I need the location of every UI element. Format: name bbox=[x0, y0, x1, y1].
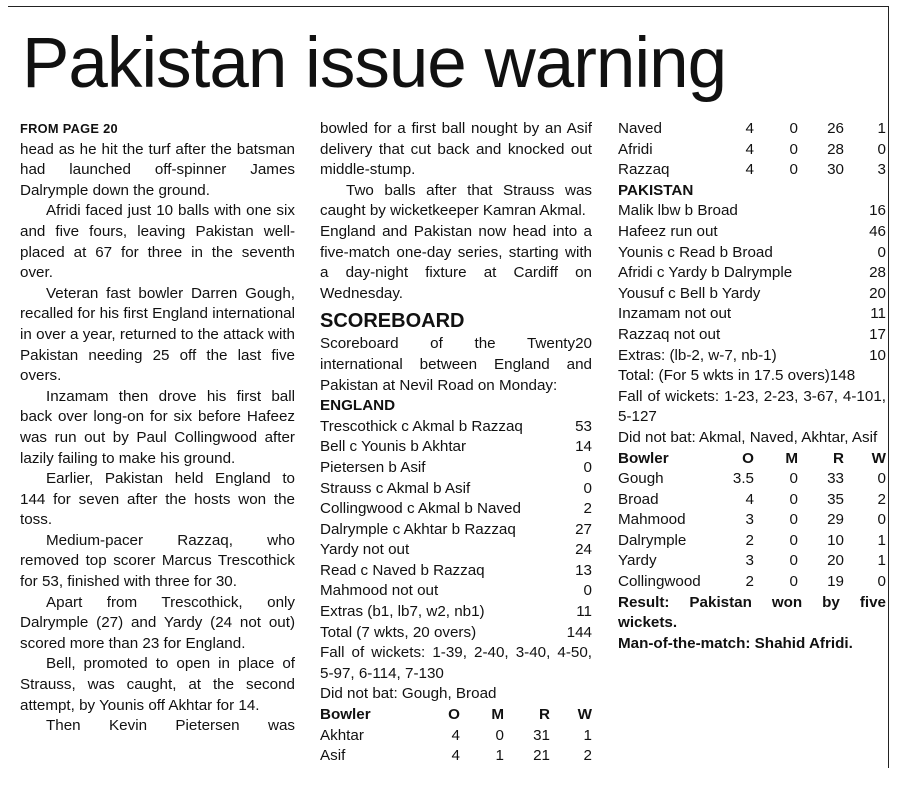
overs-value: 4 bbox=[745, 120, 754, 137]
bowling-row bbox=[320, 726, 592, 747]
batsman-entry: Yardy not out bbox=[320, 541, 410, 559]
bowling-row bbox=[618, 490, 886, 511]
team-heading-england: ENGLAND bbox=[320, 397, 396, 415]
runs-value: 0 bbox=[583, 582, 592, 600]
pakistan-bowling-rows-continued bbox=[618, 119, 886, 181]
story-paragraph: Veteran fast bowler Darren Gough, recalled for his first England international in over a year, returned to the attack with Pakistan needing 25 off the last five overs. bbox=[20, 284, 295, 385]
story-paragraph: Bell, promoted to open in place of Strauss, was caught, at the second attempt, by Younis off Akhtar for 14. bbox=[20, 655, 295, 714]
story-paragraph: Inzamam then drove his first ball back over long-on for six before Hafeez was run out by Paul Collingwood after lazily failing to make his ground. bbox=[20, 387, 295, 467]
team-heading-pakistan: PAKISTAN bbox=[618, 181, 694, 199]
runs-value: 46 bbox=[869, 222, 886, 240]
runs-conceded-value: 19 bbox=[827, 573, 844, 591]
batting-row bbox=[320, 458, 592, 479]
runs-value: 10 bbox=[869, 346, 886, 364]
wickets-value: 0 bbox=[877, 470, 886, 488]
maidens-value: 0 bbox=[789, 161, 798, 179]
maidens-value: 0 bbox=[789, 140, 798, 158]
bowler-name: Broad bbox=[618, 490, 659, 508]
batsman-entry: Total (7 wkts, 20 overs) bbox=[320, 623, 477, 641]
bowler-name: Gough bbox=[618, 470, 664, 488]
maidens-value: 0 bbox=[789, 511, 798, 529]
headline: Pakistan issue warning bbox=[22, 24, 727, 103]
overs-value: 3 bbox=[745, 511, 754, 529]
overs-value: 2 bbox=[745, 531, 754, 549]
batsman-entry: Read c Naved b Razzaq bbox=[320, 561, 485, 579]
bowling-row bbox=[618, 160, 886, 181]
bowling-row bbox=[618, 469, 886, 490]
runs-value: 0 bbox=[583, 458, 592, 476]
story-column-2 bbox=[320, 119, 592, 767]
runs-conceded-value: 30 bbox=[827, 161, 844, 179]
runs-value: 14 bbox=[575, 438, 592, 456]
wickets-value: 2 bbox=[583, 747, 592, 765]
bowler-name: Dalrymple bbox=[618, 531, 687, 549]
maidens-value: 0 bbox=[789, 531, 798, 549]
bowling-row bbox=[618, 119, 886, 140]
england-batting-card bbox=[320, 417, 592, 644]
batsman-entry: Razzaq not out bbox=[618, 325, 721, 343]
overs-value: 4 bbox=[745, 161, 754, 179]
batsman-entry: Strauss c Akmal b Asif bbox=[320, 479, 471, 497]
man-of-the-match: Man-of-the-match: Shahid Afridi. bbox=[618, 634, 853, 652]
pakistan-total: Total: (For 5 wkts in 17.5 overs)148 bbox=[618, 367, 856, 385]
runs-conceded-value: 20 bbox=[827, 552, 844, 570]
runs-value: 24 bbox=[575, 541, 592, 559]
batsman-entry: Hafeez run out bbox=[618, 222, 718, 240]
runs-conceded-value: 29 bbox=[827, 511, 844, 529]
batsman-entry: Bell c Younis b Akhtar bbox=[320, 438, 467, 456]
column-rule bbox=[888, 6, 889, 768]
bowler-name: Razzaq bbox=[618, 161, 670, 179]
maidens-value: 1 bbox=[495, 747, 504, 765]
batting-row bbox=[618, 284, 886, 305]
bowler-name: Naved bbox=[618, 120, 662, 137]
runs-value: 13 bbox=[575, 561, 592, 579]
pakistan-did-not-bat: Did not bat: Akmal, Naved, Akhtar, Asif bbox=[618, 428, 878, 446]
story-paragraph: Apart from Trescothick, only Dalrymple (27) and Yardy (24 not out) scored more than 23 for England. bbox=[20, 593, 295, 652]
bowler-name: Mahmood bbox=[618, 511, 686, 529]
wickets-value: 1 bbox=[877, 552, 886, 570]
england-bowling-rows bbox=[618, 469, 886, 593]
runs-value: 17 bbox=[869, 325, 886, 343]
overs-value: 4 bbox=[451, 726, 460, 744]
batting-row bbox=[618, 346, 886, 367]
runs-conceded-value: 28 bbox=[827, 140, 844, 158]
bowler-name: Afridi bbox=[618, 140, 653, 158]
wickets-value: 2 bbox=[877, 490, 886, 508]
maidens-value: 0 bbox=[789, 120, 798, 137]
wickets-value: 1 bbox=[583, 726, 592, 744]
scoreboard-title: SCOREBOARD bbox=[320, 310, 465, 333]
bowling-row bbox=[320, 746, 592, 767]
runs-value: 144 bbox=[566, 623, 592, 641]
batsman-entry: Extras: (lb-2, w-7, nb-1) bbox=[618, 346, 777, 364]
bowling-header: Bowler O M R W bbox=[618, 449, 886, 467]
story-paragraph: head as he hit the turf after the batsman had launched off-spinner James Dalrymple down the ground. bbox=[20, 140, 295, 199]
bowler-name: Akhtar bbox=[320, 726, 364, 744]
runs-conceded-value: 33 bbox=[827, 470, 844, 488]
runs-conceded-value: 31 bbox=[533, 726, 550, 744]
runs-value: 53 bbox=[575, 417, 592, 435]
maidens-value: 0 bbox=[495, 726, 504, 744]
story-paragraph: Two balls after that Strauss was caught by wicketkeeper Kamran Akmal. bbox=[320, 181, 592, 220]
batsman-entry: Inzamam not out bbox=[618, 305, 732, 323]
bowling-row bbox=[618, 572, 886, 593]
overs-value: 3 bbox=[745, 552, 754, 570]
story-paragraph: Earlier, Pakistan held England to 144 for seven after the hosts won the toss. bbox=[20, 470, 295, 529]
batting-row bbox=[320, 602, 592, 623]
batting-row bbox=[320, 417, 592, 438]
story-paragraph: Afridi faced just 10 balls with one six and five fours, leaving Pakistan well-placed at 67 for three in the seventh over. bbox=[20, 202, 295, 282]
batsman-entry: Malik lbw b Broad bbox=[618, 202, 738, 220]
wickets-value: 0 bbox=[877, 511, 886, 529]
pakistan-bowling-rows bbox=[320, 726, 592, 767]
overs-value: 4 bbox=[745, 490, 754, 508]
batting-row bbox=[320, 479, 592, 500]
bowler-name: Asif bbox=[320, 747, 346, 765]
maidens-value: 0 bbox=[789, 490, 798, 508]
bowler-name: Collingwood bbox=[618, 573, 701, 591]
batting-row bbox=[618, 243, 886, 264]
runs-conceded-value: 26 bbox=[827, 120, 844, 137]
wickets-value: 0 bbox=[877, 573, 886, 591]
scoreboard-column-3 bbox=[618, 119, 886, 654]
bowling-row bbox=[618, 140, 886, 161]
story-column-1 bbox=[20, 119, 295, 737]
runs-value: 16 bbox=[869, 202, 886, 220]
pakistan-fall-of-wickets: Fall of wickets: 1-23, 2-23, 3-67, 4-101, 5-127 bbox=[618, 387, 886, 426]
dateline: FROM PAGE 20 bbox=[20, 121, 118, 136]
runs-value: 28 bbox=[869, 264, 886, 282]
batsman-entry: Mahmood not out bbox=[320, 582, 439, 600]
scoreboard-intro: Scoreboard of the Twenty20 international between England and Pakistan at Nevil Road on Monday: bbox=[320, 335, 592, 394]
batsman-entry: Trescothick c Akmal b Razzaq bbox=[320, 417, 523, 435]
england-fall-of-wickets: Fall of wickets: 1-39, 2-40, 3-40, 4-50, 5-97, 6-114, 7-130 bbox=[320, 644, 592, 682]
runs-conceded-value: 10 bbox=[827, 531, 844, 549]
overs-value: 2 bbox=[745, 573, 754, 591]
bowling-row bbox=[618, 510, 886, 531]
bowling-row bbox=[618, 551, 886, 572]
overs-value: 4 bbox=[451, 747, 460, 765]
bowling-row bbox=[618, 531, 886, 552]
batting-row bbox=[320, 581, 592, 602]
batting-row bbox=[320, 499, 592, 520]
story-paragraph: England and Pakistan now head into a five-match one-day series, starting with a day-night fixture at Cardiff on Wednesday. bbox=[320, 222, 592, 302]
bowling-header: Bowler O M R W bbox=[320, 706, 592, 724]
batsman-entry: Yousuf c Bell b Yardy bbox=[618, 284, 761, 302]
runs-value: 0 bbox=[877, 243, 886, 261]
runs-conceded-value: 21 bbox=[533, 747, 550, 765]
batsman-entry: Pietersen b Asif bbox=[320, 458, 426, 476]
batting-row bbox=[618, 304, 886, 325]
runs-value: 11 bbox=[576, 603, 592, 621]
story-paragraph: Medium-pacer Razzaq, who removed top scorer Marcus Trescothick for 53, finished with three for 30. bbox=[20, 531, 295, 591]
pakistan-batting-card bbox=[618, 201, 886, 366]
batting-row bbox=[320, 623, 592, 644]
runs-value: 27 bbox=[575, 520, 592, 538]
overs-value: 3.5 bbox=[732, 470, 754, 488]
batsman-entry: Collingwood c Akmal b Naved bbox=[320, 500, 521, 518]
batting-row bbox=[320, 561, 592, 582]
wickets-value: 1 bbox=[877, 120, 886, 137]
batting-row bbox=[618, 263, 886, 284]
runs-value: 11 bbox=[870, 305, 886, 323]
batsman-entry: Extras (b1, lb7, w2, nb1) bbox=[320, 603, 485, 621]
top-rule bbox=[8, 6, 888, 7]
batting-row bbox=[320, 437, 592, 458]
runs-value: 20 bbox=[869, 284, 886, 302]
match-result: Result: Pakistan won by five wickets. bbox=[618, 593, 886, 632]
runs-value: 0 bbox=[583, 479, 592, 497]
runs-conceded-value: 35 bbox=[827, 490, 844, 508]
batting-row bbox=[320, 540, 592, 561]
maidens-value: 0 bbox=[789, 470, 798, 488]
batting-row bbox=[618, 201, 886, 222]
wickets-value: 0 bbox=[877, 140, 886, 158]
batsman-entry: Dalrymple c Akhtar b Razzaq bbox=[320, 520, 516, 538]
maidens-value: 0 bbox=[789, 573, 798, 591]
story-paragraph-continued: bowled for a first ball nought by an Asif delivery that cut back and knocked out middle-stump. bbox=[320, 120, 592, 179]
maidens-value: 0 bbox=[789, 552, 798, 570]
batsman-entry: Younis c Read b Broad bbox=[618, 243, 773, 261]
runs-value: 2 bbox=[583, 500, 592, 518]
wickets-value: 3 bbox=[877, 161, 886, 179]
bowler-name: Yardy bbox=[618, 552, 657, 570]
batsman-entry: Afridi c Yardy b Dalrymple bbox=[618, 264, 793, 282]
batting-row bbox=[320, 520, 592, 541]
story-paragraph-start: Then Kevin Pietersen was bbox=[46, 717, 295, 735]
batting-row bbox=[618, 325, 886, 346]
overs-value: 4 bbox=[745, 140, 754, 158]
batting-row bbox=[618, 222, 886, 243]
wickets-value: 1 bbox=[877, 531, 886, 549]
england-did-not-bat: Did not bat: Gough, Broad bbox=[320, 685, 497, 703]
